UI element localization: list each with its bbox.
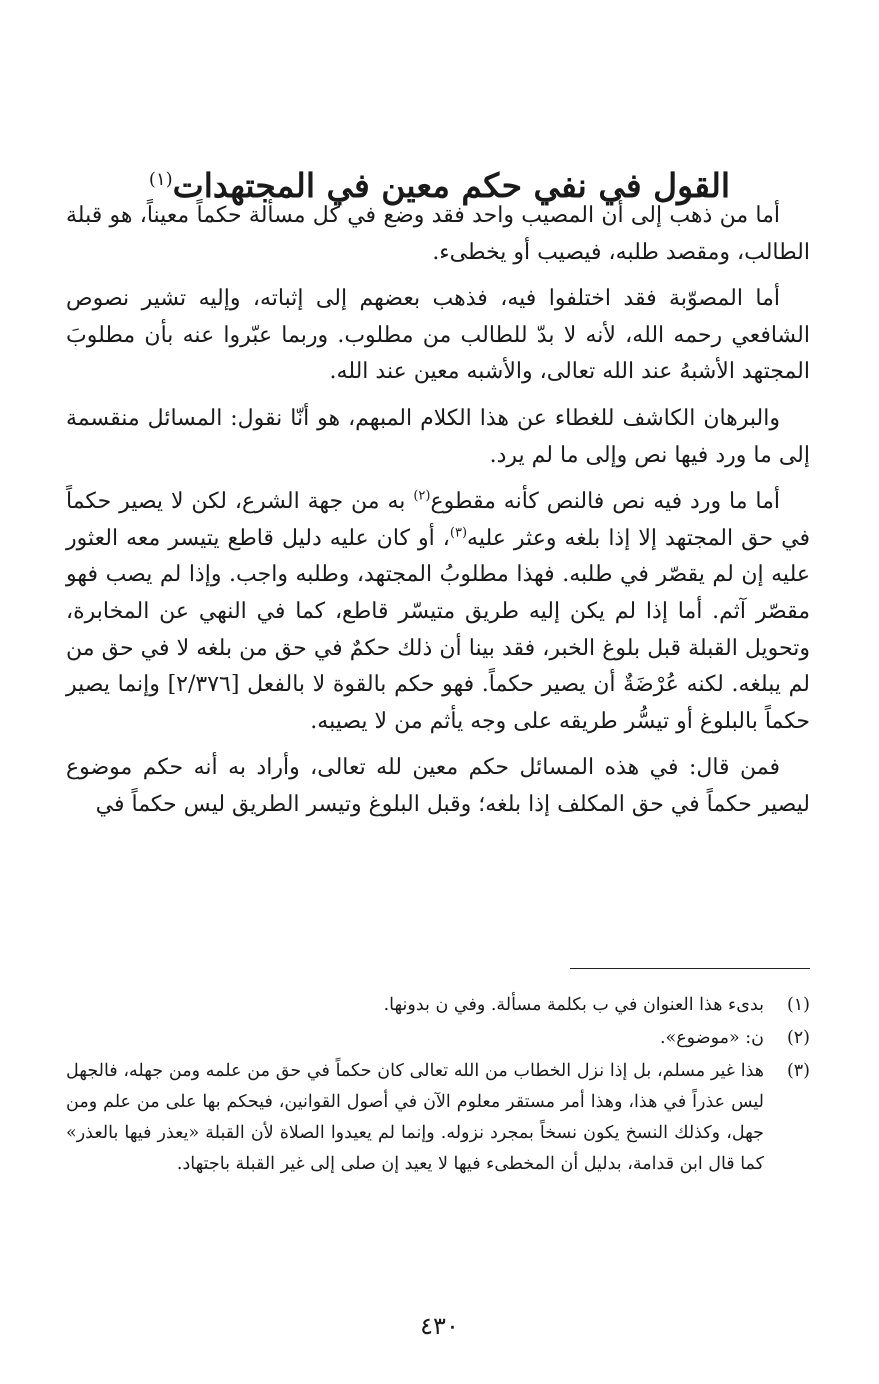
footnote-2: [66, 1023, 810, 1054]
footnote-divider: [570, 968, 810, 969]
footnote-ref-2[interactable]: (٢): [413, 488, 431, 504]
paragraph-4-part-a: أما ما ورد فيه نص فالنص كأنه مقطوع: [430, 489, 780, 515]
paragraph-5: فمن قال: في هذه المسائل حكم معين لله تعالى، وأراد به أنه حكم موضوع ليصير حكماً في حق المكلف إذا بلغه؛ وقبل البلوغ وتيسر الطريق ليس حكماً في: [66, 755, 810, 817]
footnote-number: (٣): [786, 1061, 810, 1081]
paragraph-4-part-c: ، أو كان عليه دليل قاطع يتيسر معه العثور عليه إن لم يقصّر في طلبه. فهذا مطلوبُ المجتهد، وطلبه واجب. وإذا لم يصب فهو مقصّر آثم. أما إذا لم يكن إليه طريق متيسّر قاطع، كما في النهي عن المخابرة، وتحويل القبلة قبل بلوغ الخبر، فقد بينا أن ذلك حكمٌ في حق من بلغه لا في حق من لم يبلغه. لكنه عُرْضَةٌ أن يصير حكماً. فهو حكم بالقوة لا بالفعل [٢/٣٧٦] وإنما يصير حكماً بالبلوغ أو تيسُّر طريقه على وجه يأثم من لا يصيبه.: [66, 525, 810, 734]
footnote-text: بدىء هذا العنوان في ب بكلمة مسألة. وفي ن بدونها.: [383, 995, 764, 1015]
footnote-text: هذا غير مسلم، بل إذا نزل الخطاب من الله تعالى كان حكماً في حق من علمه ومن جهله، فالجهل ليس عذراً في هذا، وهذا أمر مستقر معلوم الآن في أصول القوانين، فيحكم بها على من علم ومن جهل، وكذلك النسخ يكون نسخاً بمجرد نزوله. وإنما لم يعيدوا الصلاة لأن القبلة «يعذر فيها بالعذر» كما قال ابن قدامة، بدليل أن المخطىء فيها لا يعيد إن صلى إلى غير القبلة باجتهاد.: [66, 1061, 764, 1174]
title-footnote-ref[interactable]: (١): [148, 169, 173, 191]
footnotes: [66, 990, 810, 1182]
footnote-1: [66, 990, 810, 1021]
paragraph-4-part-b: به من جهة الشرع، لكن لا يصير حكماً في حق المجتهد إلا إذا بلغه وعثر عليه: [66, 489, 810, 551]
paragraph-3: والبرهان الكاشف للغطاء عن هذا الكلام المبهم، هو أنّا نقول: المسائل منقسمة إلى ما ورد فيها نص وإلى ما لم يرد.: [66, 405, 810, 468]
footnote-ref-3[interactable]: (٣): [449, 525, 468, 541]
body-text: [66, 198, 810, 834]
paragraph-1: أما من ذهب إلى أن المصيب واحد فقد وضع في كل مسألة حكماً معيناً، هو قبلة الطالب، ومقصد طلبه، فيصيب أو يخطىء.: [66, 203, 810, 265]
section-title-text: القول في نفي حكم معين في المجتهدات: [172, 166, 731, 206]
footnote-3: [66, 1056, 810, 1180]
page-number: ٤٣٠: [420, 1312, 459, 1340]
footnote-text: ن: «موضوع».: [659, 1028, 764, 1048]
footnote-number: (١): [786, 995, 810, 1015]
paragraph-4: [66, 484, 810, 740]
paragraph-2: أما المصوّبة فقد اختلفوا فيه، فذهب بعضهم إلى إثباته، وإليه تشير نصوص الشافعي رحمه الله، لأنه لا بدّ للطالب من مطلوب. وربما عبّروا عنه بأن مطلوبَ المجتهد الأشبهُ عند الله تعالى، والأشبه معين عند الله.: [66, 286, 810, 385]
footnote-number: (٢): [786, 1028, 810, 1048]
